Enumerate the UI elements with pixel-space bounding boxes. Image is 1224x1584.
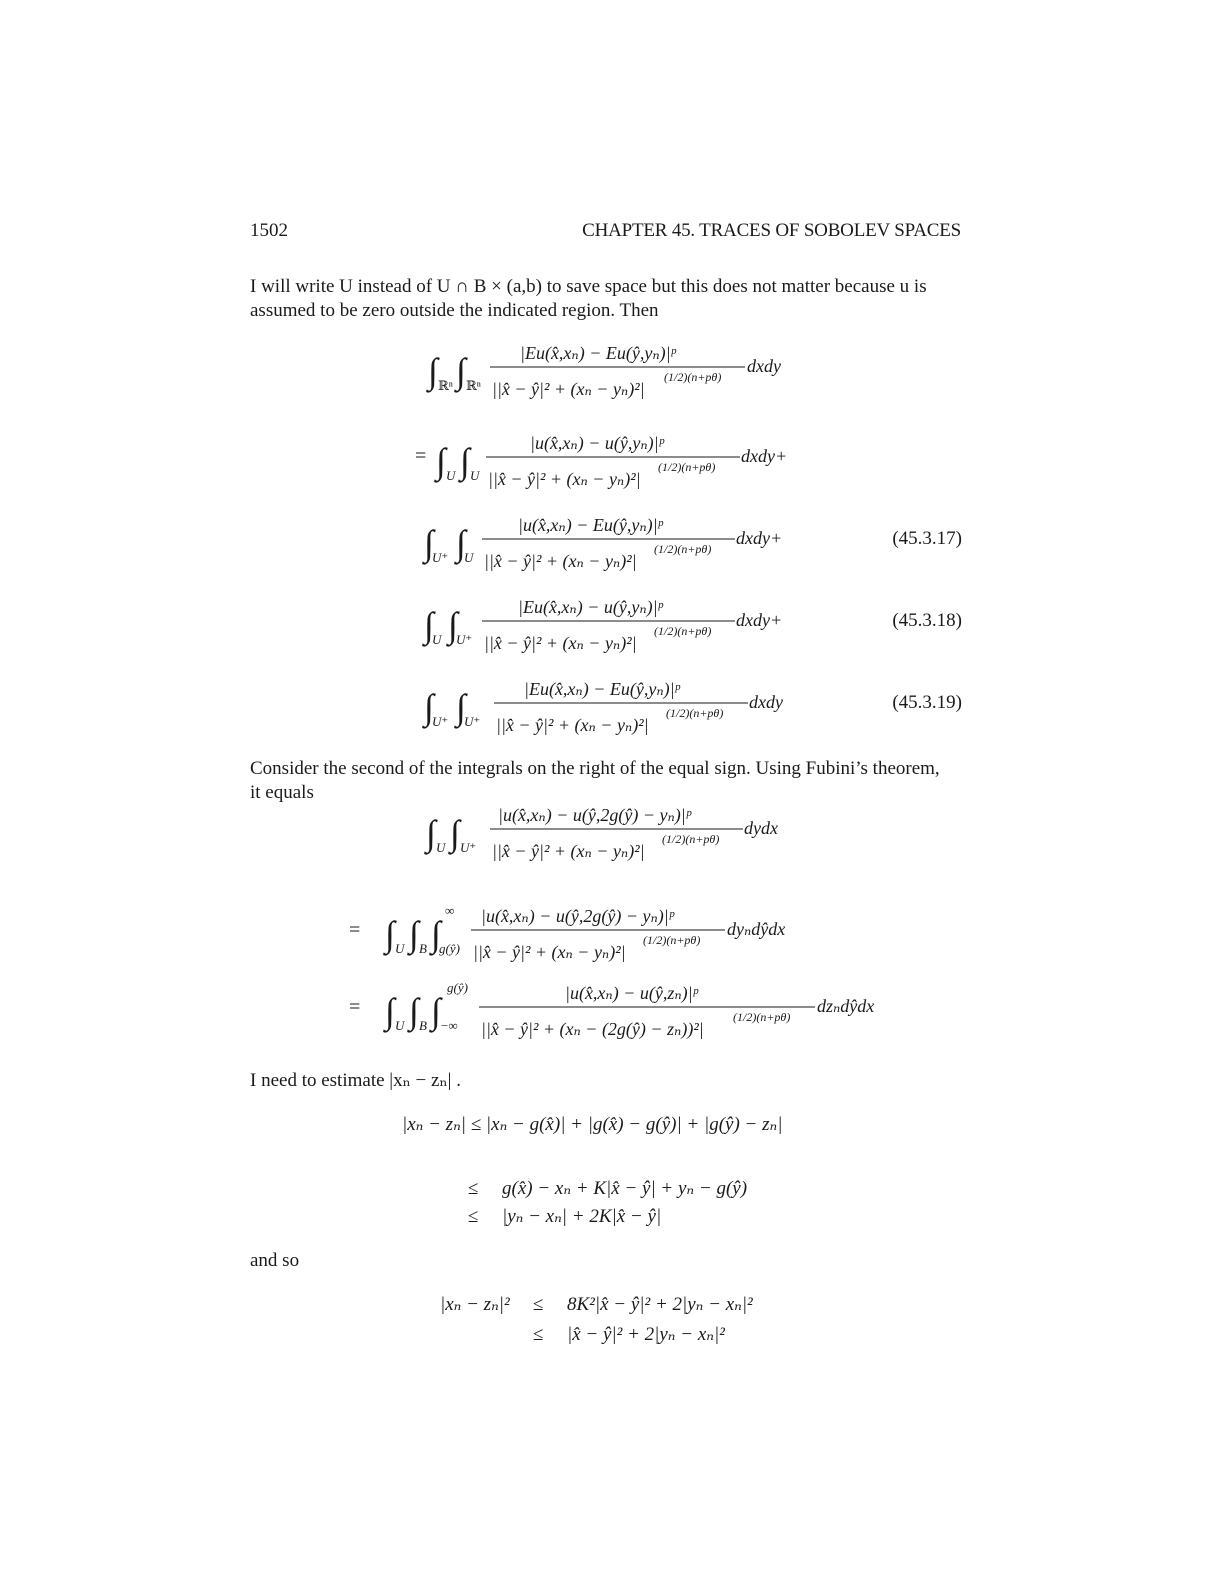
integral-sign: ∫ [460, 441, 470, 481]
inequality: |yₙ − xₙ| + 2K|x̂ − ŷ| [502, 1206, 662, 1227]
numerator: |Eu(x̂,xₙ) − Eu(ŷ,yₙ)|ᵖ [520, 343, 676, 363]
differential: dxdy+ [741, 446, 788, 466]
integral-lower-bound: U [395, 1018, 405, 1033]
equation-45-3-19 [420, 671, 820, 756]
exponent: (1/2)(n+pθ) [654, 542, 712, 556]
paragraph-line: assumed to be zero outside the indicated region. Then [250, 300, 659, 321]
denominator: ||x̂ − ŷ|² + (xₙ − yₙ)²| [492, 841, 645, 861]
numerator: |u(x̂,xₙ) − u(ŷ,yₙ)|ᵖ [530, 433, 664, 453]
equation-fubini [420, 797, 820, 882]
integral-lower-bound: U [395, 941, 405, 956]
equals-sign: = [349, 996, 361, 1018]
equation-45-3-18 [420, 589, 820, 674]
integral-sign: ∫ [385, 991, 395, 1031]
integral-lower-bound: U⁺ [456, 632, 473, 647]
integral-lower-bound: B [419, 1018, 427, 1033]
integral-lower-bound: ℝⁿ [466, 378, 481, 393]
integral-sign: ∫ [409, 991, 419, 1031]
integral-sign: ∫ [431, 914, 441, 954]
integral-lower-bound: U⁺ [464, 714, 481, 729]
integral-sign: ∫ [456, 351, 466, 391]
exponent: (1/2)(n+pθ) [654, 624, 712, 638]
numerator: |Eu(x̂,xₙ) − Eu(ŷ,yₙ)|ᵖ [524, 679, 680, 699]
integral-sign: ∫ [436, 441, 446, 481]
integral-upper-bound: g(ŷ) [447, 980, 468, 995]
integral-lower-bound: U [432, 632, 442, 647]
exponent: (1/2)(n+pθ) [733, 1010, 791, 1024]
integral-sign: ∫ [424, 523, 434, 563]
inequality: g(x̂) − xₙ + K|x̂ − ŷ| + yₙ − g(ŷ) [502, 1178, 748, 1199]
leq-sign: ≤ [468, 1178, 479, 1199]
integral-sign: ∫ [450, 813, 460, 853]
integral-sign: ∫ [409, 914, 419, 954]
paragraph-line: I need to estimate |xₙ − zₙ| . [250, 1070, 461, 1091]
numerator: |u(x̂,xₙ) − u(ŷ,2g(ŷ) − yₙ)|ᵖ [498, 805, 691, 825]
integral-lower-bound: U [436, 840, 446, 855]
integral-lower-bound: U⁺ [432, 550, 449, 565]
equation-45-3-17 [420, 507, 820, 592]
differential: dzₙdŷdx [817, 996, 875, 1016]
equation-U-U [410, 425, 810, 510]
denominator: ||x̂ − ŷ|² + (xₙ − yₙ)²| [488, 469, 641, 489]
equation-triple-lower [345, 975, 905, 1060]
paragraph-line: I will write U instead of U ∩ B × (a,b) to save space but this does not matter because u is [250, 276, 927, 297]
leq-sign: ≤ [533, 1324, 544, 1345]
integral-sign: ∫ [431, 991, 441, 1031]
equation-label: (45.3.18) [892, 610, 962, 631]
differential: dxdy+ [736, 610, 783, 630]
differential: dyₙdŷdx [727, 919, 786, 939]
integral-sign: ∫ [448, 605, 458, 645]
inequality-lhs: |xₙ − zₙ|² [440, 1294, 510, 1315]
integral-lower-bound: U⁺ [432, 714, 449, 729]
equation-label: (45.3.19) [892, 692, 962, 713]
numerator: |u(x̂,xₙ) − Eu(ŷ,yₙ)|ᵖ [518, 515, 663, 535]
integral-lower-bound: U [446, 468, 456, 483]
integral-lower-bound: ℝⁿ [438, 378, 453, 393]
differential: dxdy [749, 692, 783, 712]
leq-sign: ≤ [468, 1206, 479, 1227]
integral-lower-bound: U [470, 468, 480, 483]
paragraph-line: Consider the second of the integrals on the right of the equal sign. Using Fubini’s theorem, [250, 758, 940, 779]
numerator: |u(x̂,xₙ) − u(ŷ,zₙ)|ᵖ [565, 983, 698, 1003]
denominator: ||x̂ − ŷ|² + (xₙ − yₙ)²| [484, 551, 637, 571]
integral-sign: ∫ [424, 687, 434, 727]
integral-sign: ∫ [456, 687, 466, 727]
integral-sign: ∫ [385, 914, 395, 954]
exponent: (1/2)(n+pθ) [664, 370, 722, 384]
numerator: |u(x̂,xₙ) − u(ŷ,2g(ŷ) − yₙ)|ᵖ [481, 906, 674, 926]
exponent: (1/2)(n+pθ) [662, 832, 720, 846]
denominator: ||x̂ − ŷ|² + (xₙ − yₙ)²| [484, 633, 637, 653]
exponent: (1/2)(n+pθ) [666, 706, 724, 720]
equation-label: (45.3.17) [892, 528, 962, 549]
differential: dxdy+ [736, 528, 783, 548]
equation-main [420, 335, 820, 420]
equals-sign: = [349, 919, 361, 941]
inequality: |xₙ − zₙ| ≤ |xₙ − g(x̂)| + |g(x̂) − g(ŷ)| + |g(ŷ) − zₙ| [402, 1114, 783, 1135]
integral-lower-bound: −∞ [441, 1018, 458, 1033]
integral-upper-bound: ∞ [445, 903, 455, 918]
integral-sign: ∫ [424, 605, 434, 645]
denominator: ||x̂ − ŷ|² + (xₙ − yₙ)²| [473, 942, 626, 962]
denominator: ||x̂ − ŷ|² + (xₙ − yₙ)²| [492, 379, 645, 399]
exponent: (1/2)(n+pθ) [658, 460, 716, 474]
paragraph-line: and so [250, 1250, 300, 1271]
integral-sign: ∫ [456, 523, 466, 563]
inequality: |x̂ − ŷ|² + 2|yₙ − xₙ|² [567, 1324, 725, 1345]
exponent: (1/2)(n+pθ) [643, 933, 701, 947]
denominator: ||x̂ − ŷ|² + (xₙ − yₙ)²| [496, 715, 649, 735]
integral-lower-bound: U⁺ [460, 840, 477, 855]
leq-sign: ≤ [533, 1294, 544, 1315]
integral-sign: ∫ [428, 351, 438, 391]
running-title: CHAPTER 45. TRACES OF SOBOLEV SPACES [582, 220, 961, 241]
integral-lower-bound: U [464, 550, 474, 565]
numerator: |Eu(x̂,xₙ) − u(ŷ,yₙ)|ᵖ [518, 597, 663, 617]
integral-lower-bound: B [419, 941, 427, 956]
inequality: 8K²|x̂ − ŷ|² + 2|yₙ − xₙ|² [567, 1294, 753, 1315]
denominator: ||x̂ − ŷ|² + (xₙ − (2g(ŷ) − zₙ))²| [481, 1019, 704, 1039]
page-number: 1502 [250, 220, 288, 241]
equation-triple-upper [345, 898, 815, 983]
differential: dydx [744, 818, 778, 838]
differential: dxdy [747, 356, 781, 376]
integral-sign: ∫ [426, 813, 436, 853]
integral-lower-bound: g(ŷ) [439, 941, 460, 956]
equals-sign: = [415, 445, 427, 467]
paragraph-line: it equals [250, 782, 314, 803]
